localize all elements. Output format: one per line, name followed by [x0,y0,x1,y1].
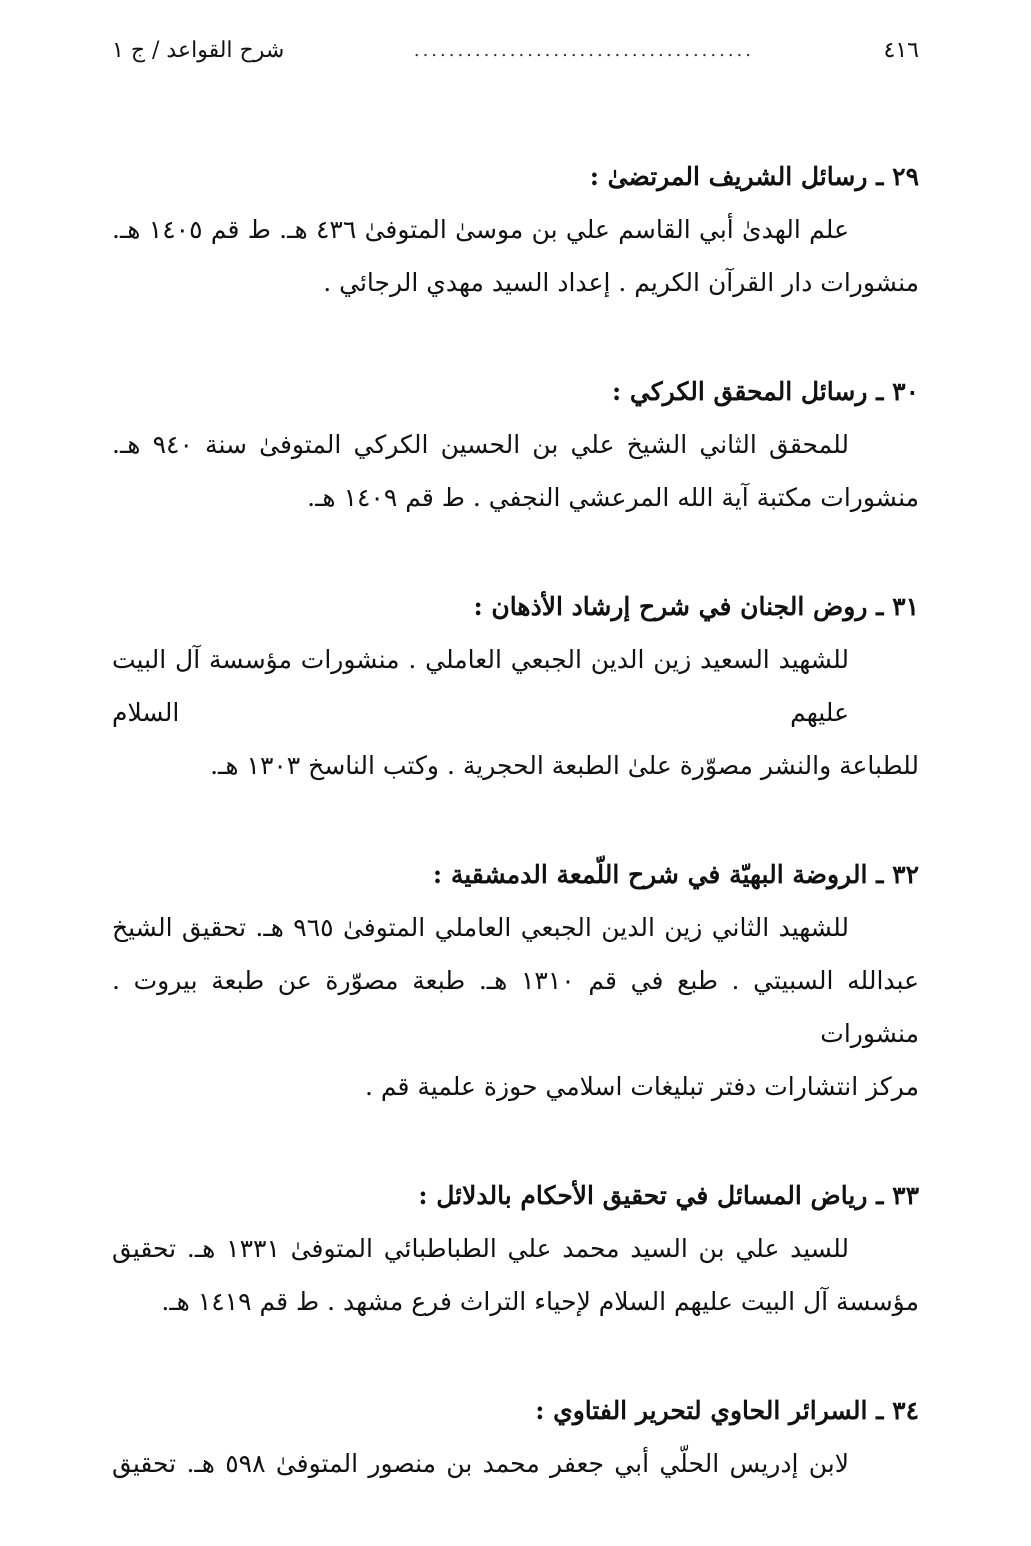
entry-line: للطباعة والنشر مصوّرة علىٰ الطبعة الحجرية . وكتب الناسخ ١٣٠٣ هـ. [210,751,919,780]
bibliography-entry-31 [112,580,919,792]
entry-heading: ٣٢ ـ الروضة البهيّة في شرح اللّمعة الدمشقية : [432,860,919,889]
bibliography-entry-30 [112,365,919,524]
entry-line: للشهيد الثاني زين الدين الجبعي العاملي المتوفىٰ ٩٦٥ هـ. تحقيق الشيخ [112,913,850,942]
entry-line: منشورات دار القرآن الكريم . إعداد السيد مهدي الرجائي . [323,268,919,297]
entry-line: مؤسسة آل البيت عليهم السلام لإحياء التراث فرع مشهد . ط قم ١٤١٩ هـ. [161,1287,919,1316]
bibliography-entry-34 [112,1384,919,1490]
entry-body [112,901,919,1113]
entry-line: للسيد علي بن السيد محمد علي الطباطبائي المتوفىٰ ١٣٣١ هـ. تحقيق [112,1234,849,1263]
entry-body [112,1222,919,1328]
entry-heading: ٣٣ ـ رياض المسائل في تحقيق الأحكام بالدلائل : [418,1181,919,1210]
entry-line: علم الهدىٰ أبي القاسم علي بن موسىٰ المتوفىٰ ٤٣٦ هـ. ط قم ١٤٠٥ هـ. [112,215,849,244]
entry-line: للمحقق الثاني الشيخ علي بن الحسين الكركي المتوفىٰ سنة ٩٤٠ هـ. [112,430,849,459]
entry-line: لابن إدريس الحلّي أبي جعفر محمد بن منصور المتوفىٰ ٥٩٨ هـ. تحقيق [112,1449,849,1478]
entry-line: مركز انتشارات دفتر تبليغات اسلامي حوزة علمية قم . [364,1072,919,1101]
bibliography-entry-33 [112,1169,919,1328]
entry-line: عبدالله السبيتي . طبع في قم ١٣١٠ هـ. طبعة مصوّرة عن طبعة بيروت . منشورات [112,966,919,1048]
entry-body [112,633,919,792]
entry-heading: ٣٤ ـ السرائر الحاوي لتحرير الفتاوي : [535,1396,919,1425]
entry-line: منشورات مكتبة آية الله المرعشي النجفي . ط قم ١٤٠٩ هـ. [307,483,919,512]
entry-heading: ٣١ ـ روض الجنان في شرح إرشاد الأذهان : [473,592,919,621]
entry-body [112,418,919,524]
entry-body [112,1437,919,1490]
bibliography-list [112,150,919,1546]
bibliography-entry-29 [112,150,919,309]
dot-leader: ....................................... [413,39,754,61]
page-number: ٤١٦ [883,37,919,63]
entry-heading: ٣٠ ـ رسائل المحقق الكركي : [611,377,919,406]
header-title: شرح القواعد / ج ١ [112,37,285,63]
bibliography-entry-32 [112,848,919,1113]
running-header [112,30,919,70]
entry-line: للشهيد السعيد زين الدين الجبعي العاملي . منشورات مؤسسة آل البيت عليهم السلام [112,645,849,727]
entry-body [112,203,919,309]
entry-heading: ٢٩ ـ رسائل الشريف المرتضىٰ : [589,162,919,191]
